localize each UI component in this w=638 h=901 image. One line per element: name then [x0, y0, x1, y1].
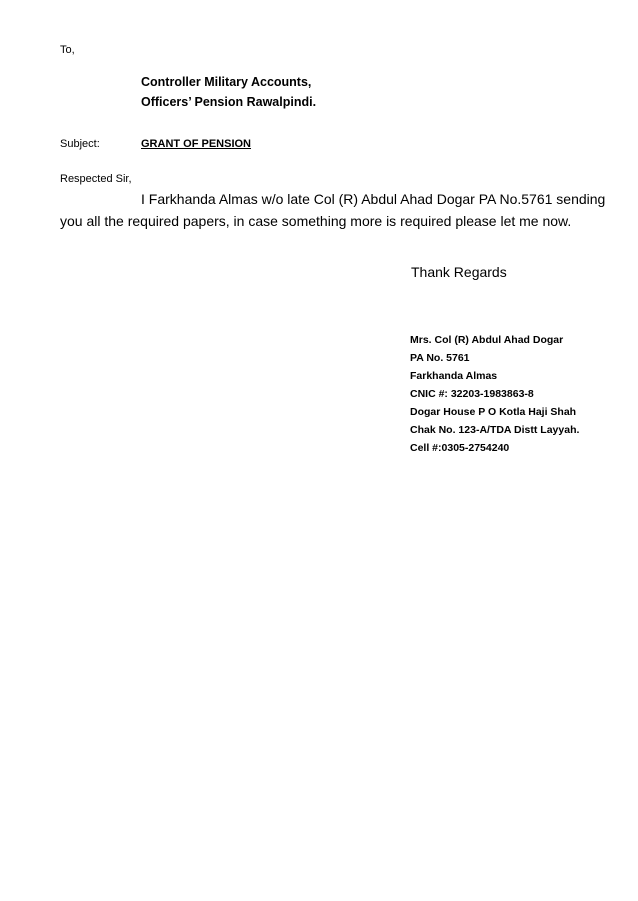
signature-line: Chak No. 123-A/TDA Distt Layyah. — [410, 424, 580, 436]
subject-value: GRANT OF PENSION — [141, 138, 252, 150]
recipient-address — [141, 72, 316, 112]
signature-line: Mrs. Col (R) Abdul Ahad Dogar — [410, 334, 564, 346]
recipient-line-2: Officers’ Pension Rawalpindi. — [141, 95, 317, 109]
body-line-2: you all the required papers, in case something more is required please let me now. — [60, 213, 572, 229]
recipient-line-1: Controller Military Accounts, — [141, 75, 312, 89]
greeting: Respected Sir, — [60, 173, 132, 185]
signature-line: CNIC #: 32203-1983863-8 — [410, 388, 534, 400]
signature-line: Cell #:0305-2754240 — [410, 442, 510, 454]
letter-body — [60, 188, 606, 232]
closing: Thank Regards — [411, 264, 507, 280]
salutation-to: To, — [60, 44, 75, 56]
signature-line: PA No. 5761 — [410, 352, 470, 364]
signature-block — [410, 331, 579, 457]
signature-line: Farkhanda Almas — [410, 370, 498, 382]
subject-label: Subject: — [60, 138, 100, 150]
signature-line: Dogar House P O Kotla Haji Shah — [410, 406, 577, 418]
body-line-1: I Farkhanda Almas w/o late Col (R) Abdul Ahad Dogar PA No.5761 sending — [141, 191, 606, 207]
